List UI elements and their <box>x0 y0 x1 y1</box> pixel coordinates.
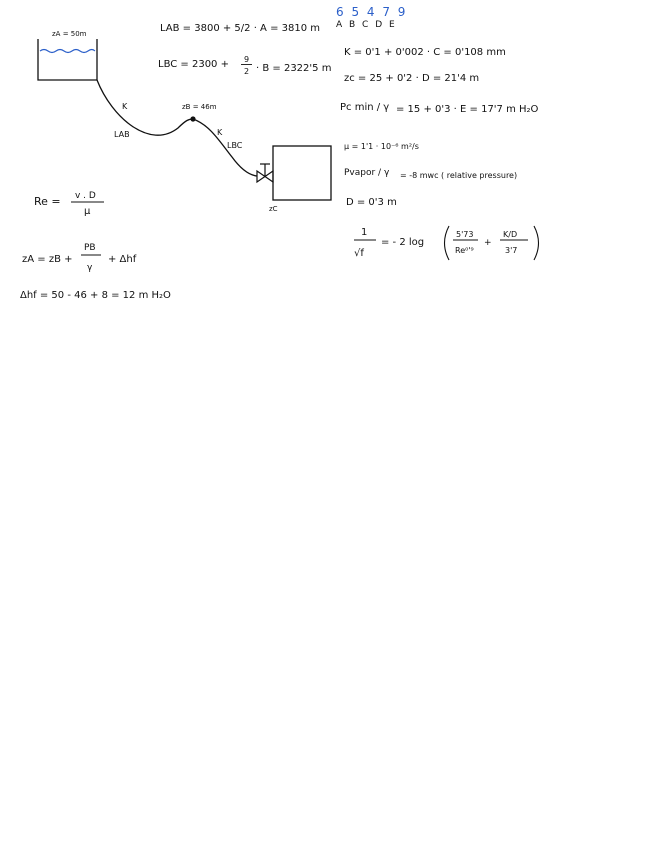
length-label-bc: LBC <box>227 141 243 150</box>
equation-energy <box>22 243 137 273</box>
node-elevation-label: zB = 46m <box>182 103 217 111</box>
outlet-elevation-label: zC <box>269 205 278 213</box>
svg-text:= 15 + 0'3 · E = 17'7 m H₂O: = 15 + 0'3 · E = 17'7 m H₂O <box>396 104 539 115</box>
valve-icon <box>257 164 273 182</box>
svg-text:Pc min / γ: Pc min / γ <box>340 102 390 113</box>
svg-text:+ Δhf: + Δhf <box>108 254 137 265</box>
svg-text:zA = zB +: zA = zB + <box>22 254 73 265</box>
svg-text:Pvapor / γ: Pvapor / γ <box>344 168 390 178</box>
roughness-label-bc: K <box>217 128 223 137</box>
svg-text:= - 2 log: = - 2 log <box>381 237 425 248</box>
equation-lbc <box>158 55 331 76</box>
pipe-bc <box>193 119 257 176</box>
svg-text:μ: μ <box>84 206 91 217</box>
svg-text:Re⁰'⁹: Re⁰'⁹ <box>455 246 474 255</box>
outlet-tank <box>273 146 331 200</box>
svg-text:5'73: 5'73 <box>456 230 474 239</box>
equation-pvapor <box>344 168 517 180</box>
svg-text:· B = 2322'5 m: · B = 2322'5 m <box>256 63 332 74</box>
header-letters: A B C D E <box>336 20 397 30</box>
length-label-ab: LAB <box>114 130 130 139</box>
equation-viscosity: μ = 1'1 · 10⁻⁶ m²/s <box>344 142 419 151</box>
header-digits: 6 5 4 7 9 <box>336 5 408 19</box>
equation-k: K = 0'1 + 0'002 · C = 0'108 mm <box>344 47 506 58</box>
tank-elevation-label: zA = 50m <box>52 30 87 38</box>
equation-diameter: D = 0'3 m <box>346 197 397 208</box>
reservoir-tank <box>38 39 97 80</box>
water-surface <box>40 50 95 53</box>
equation-reynolds <box>34 191 104 217</box>
svg-text:9: 9 <box>244 55 250 64</box>
equation-headloss: Δhf = 50 - 46 + 8 = 12 m H₂O <box>20 290 171 301</box>
svg-text:LBC = 2300 +: LBC = 2300 + <box>158 59 229 70</box>
svg-text:√f: √f <box>354 248 364 259</box>
svg-text:= -8 mwc ( relative pressure: = -8 mwc ( relative pressure) <box>400 171 518 180</box>
svg-text:1: 1 <box>361 227 368 238</box>
svg-text:v . D: v . D <box>75 191 96 201</box>
svg-text:2: 2 <box>244 67 250 76</box>
equation-lab: LAB = 3800 + 5/2 · A = 3810 m <box>160 23 320 34</box>
roughness-label-ab: K <box>122 102 128 111</box>
equation-colebrook <box>354 226 539 260</box>
svg-text:+: + <box>484 238 492 248</box>
svg-text:γ: γ <box>87 263 93 273</box>
svg-text:Re =: Re = <box>34 195 61 208</box>
equation-zc: zc = 25 + 0'2 · D = 21'4 m <box>344 73 480 84</box>
svg-text:PB: PB <box>84 243 96 253</box>
pipe-ab <box>97 80 193 135</box>
equation-pcmin <box>340 102 539 115</box>
svg-text:K/D: K/D <box>503 230 518 239</box>
svg-text:3'7: 3'7 <box>505 246 518 255</box>
